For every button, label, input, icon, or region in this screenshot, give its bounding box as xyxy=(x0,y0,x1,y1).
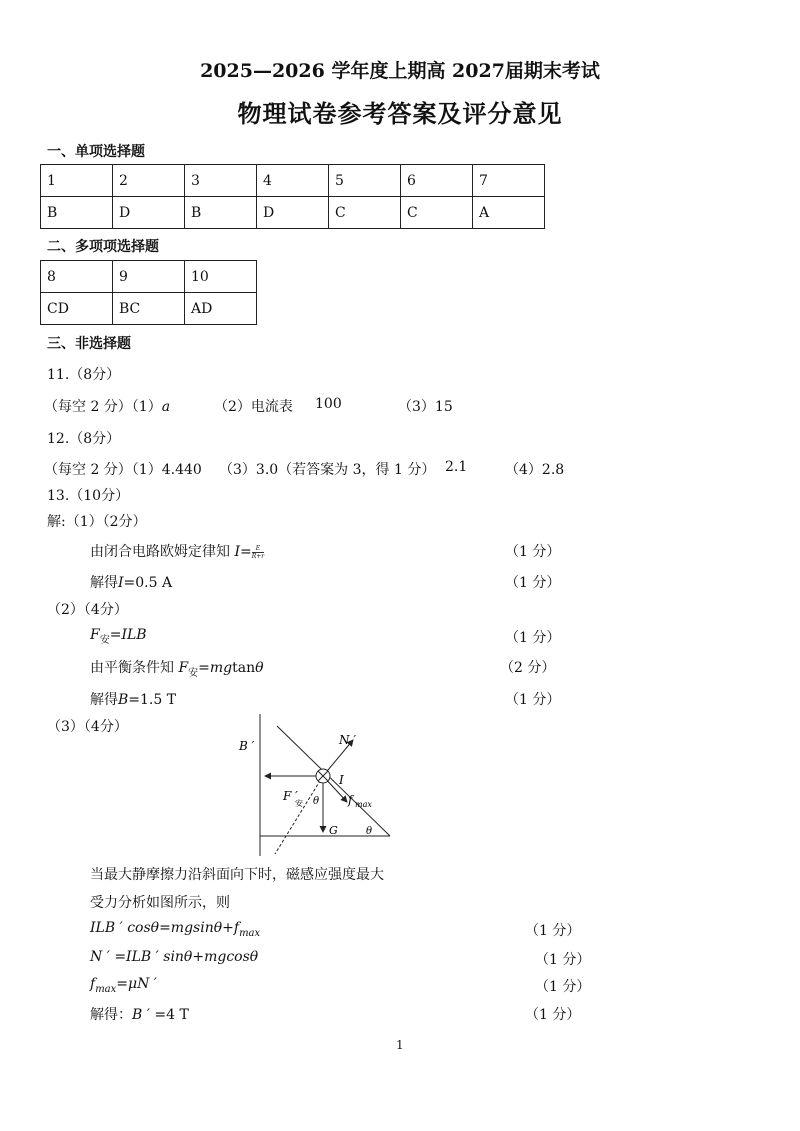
table-cell: 7 xyxy=(473,165,545,197)
q13-l2-val: =0.5 A xyxy=(123,575,173,591)
table-cell: D xyxy=(113,197,185,229)
table-cell: C xyxy=(401,197,473,229)
q13-l4-tan: tan xyxy=(232,660,256,676)
table-row xyxy=(41,261,257,293)
table-row xyxy=(41,293,257,325)
normal-dashed-line xyxy=(275,776,323,854)
q13-l1-text: 由闭合电路欧姆定律知 xyxy=(90,544,230,560)
q13-equation-3 xyxy=(90,976,157,995)
label-i: I xyxy=(339,773,344,787)
q13-l5-text: 解得 xyxy=(90,692,118,708)
q13-line-analysis: 受力分析如图所示，则 xyxy=(90,895,230,911)
q13-line-ohm-law xyxy=(90,541,264,561)
q13-l4-theta: θ xyxy=(255,660,264,676)
label-f: F ′ xyxy=(283,789,298,803)
table-cell: B xyxy=(185,197,257,229)
q13-e3-score: （1 分） xyxy=(535,979,591,995)
q13-l1-score: （1 分） xyxy=(505,544,561,560)
table-row xyxy=(41,197,545,229)
single-choice-table xyxy=(40,164,545,229)
q13-equation-2: N ′ =ILB ′ sinθ+mgcosθ xyxy=(90,949,259,965)
table-cell: 6 xyxy=(401,165,473,197)
table-cell: CD xyxy=(41,293,113,325)
q13-l4-score: （2 分） xyxy=(500,660,556,676)
label-friction-sub: max xyxy=(355,800,372,809)
label-f-sub: 安 xyxy=(295,799,303,808)
q13-line-b xyxy=(90,689,176,709)
q13-e1: ILB ′ cosθ=mgsinθ+f xyxy=(90,920,240,936)
q13-l1-eq: = xyxy=(239,544,252,560)
q13-e4-b: B ′ xyxy=(132,1007,150,1023)
label-g: G xyxy=(329,824,338,837)
q13-e4-val: =4 T xyxy=(149,1007,189,1023)
q13-line-balance xyxy=(90,657,264,679)
table-cell: 1 xyxy=(41,165,113,197)
q12-answer-1: （每空 2 分）（1）4.440 xyxy=(44,462,202,478)
q13-l5-score: （1 分） xyxy=(505,692,561,708)
q13-line-max-friction: 当最大静摩擦力沿斜面向下时，磁感应强度最大 xyxy=(90,867,384,883)
q13-equation-1 xyxy=(90,920,260,939)
label-b: B ′ xyxy=(239,739,255,753)
table-cell: 8 xyxy=(41,261,113,293)
q13-l2-score: （1 分） xyxy=(505,575,561,591)
q13-e3-sub: max xyxy=(95,983,117,995)
q13-l3-score: （1 分） xyxy=(505,630,561,646)
q13-e3-f: f xyxy=(90,976,96,992)
q13-part3-heading: （3）（4分） xyxy=(47,719,128,735)
multi-choice-table xyxy=(40,260,257,325)
table-cell: 5 xyxy=(329,165,401,197)
q13-l4-sub: 安 xyxy=(188,667,199,679)
q12-answer-3b: 2.1 xyxy=(445,459,468,475)
table-row xyxy=(41,165,545,197)
q11-a1: a xyxy=(161,399,171,415)
q13-e4-text: 解得： xyxy=(90,1007,132,1023)
table-cell: 10 xyxy=(185,261,257,293)
q13-e4-score: （1 分） xyxy=(525,1007,581,1023)
q11-label: 11.（8分） xyxy=(47,367,121,383)
q13-part2-heading: （2）（4分） xyxy=(47,602,128,618)
q13-e3-eq: =μN ′ xyxy=(116,976,157,992)
q13-e1-score: （1 分） xyxy=(525,923,581,939)
q13-e1-sub: max xyxy=(239,927,261,939)
label-friction: f xyxy=(348,793,353,807)
incline-line xyxy=(277,726,390,836)
label-theta-bottom: θ xyxy=(366,826,373,837)
table-cell: D xyxy=(257,197,329,229)
table-cell: 4 xyxy=(257,165,329,197)
q13-fraction xyxy=(252,545,264,560)
q12-answer-3: （3）3.0（若答案为 3，得 1 分） xyxy=(219,462,436,478)
q12-answer-4: （4）2.8 xyxy=(505,462,565,478)
q11-answer-2-value: 100 xyxy=(315,396,342,412)
table-cell: 2 xyxy=(113,165,185,197)
table-cell: 9 xyxy=(113,261,185,293)
table-cell: C xyxy=(329,197,401,229)
table-cell: A xyxy=(473,197,545,229)
section-3-heading: 三、非选择题 xyxy=(47,336,131,352)
q11-answer-2: （2）电流表 xyxy=(214,399,293,415)
table-cell: 3 xyxy=(185,165,257,197)
q13-line-current xyxy=(90,572,172,592)
q13-line-force xyxy=(90,627,147,646)
q12-label: 12.（8分） xyxy=(47,431,121,447)
table-cell: BC xyxy=(113,293,185,325)
q13-l3-f: F xyxy=(90,627,100,643)
q13-l3-eq: =ILB xyxy=(109,627,147,643)
q13-l4-f: F xyxy=(178,660,189,676)
force-diagram xyxy=(225,710,405,858)
q13-l5-val: =1.5 T xyxy=(128,692,177,708)
q13-e2-score: （1 分） xyxy=(535,952,591,968)
q13-l1-i: I xyxy=(234,544,240,560)
q13-label: 13.（10分） xyxy=(47,488,130,504)
q13-l4-eq: =mg xyxy=(198,660,233,676)
q13-l3-sub: 安 xyxy=(99,634,110,646)
q13-part1-heading: 解:（1）（2分） xyxy=(47,514,147,530)
page-number: 1 xyxy=(396,1038,404,1052)
q13-l5-b: B xyxy=(118,692,129,708)
section-2-heading: 二、多项项选择题 xyxy=(47,239,159,255)
q13-final-answer xyxy=(90,1004,189,1024)
label-n: N ′ xyxy=(339,733,357,747)
table-cell: B xyxy=(41,197,113,229)
table-cell: AD xyxy=(185,293,257,325)
q13-l4-text: 由平衡条件知 xyxy=(90,660,174,676)
fraction-numerator: E xyxy=(252,545,264,553)
q11-answer-3: （3）15 xyxy=(398,399,453,415)
fraction-denominator: R+r xyxy=(251,552,265,560)
q13-l2-i: I xyxy=(118,575,124,591)
section-1-heading: 一、单项选择题 xyxy=(47,144,145,160)
answer-key-title: 物理试卷参考答案及评分意见 xyxy=(237,99,563,128)
q13-l2-text: 解得 xyxy=(90,575,118,591)
q11-answer-1 xyxy=(44,396,170,416)
q11-prefix: （每空 2 分）（1） xyxy=(44,399,162,415)
label-theta-top: θ xyxy=(313,796,320,807)
exam-title: 2025—2026 学年度上期高 2027届期末考试 xyxy=(200,60,600,82)
